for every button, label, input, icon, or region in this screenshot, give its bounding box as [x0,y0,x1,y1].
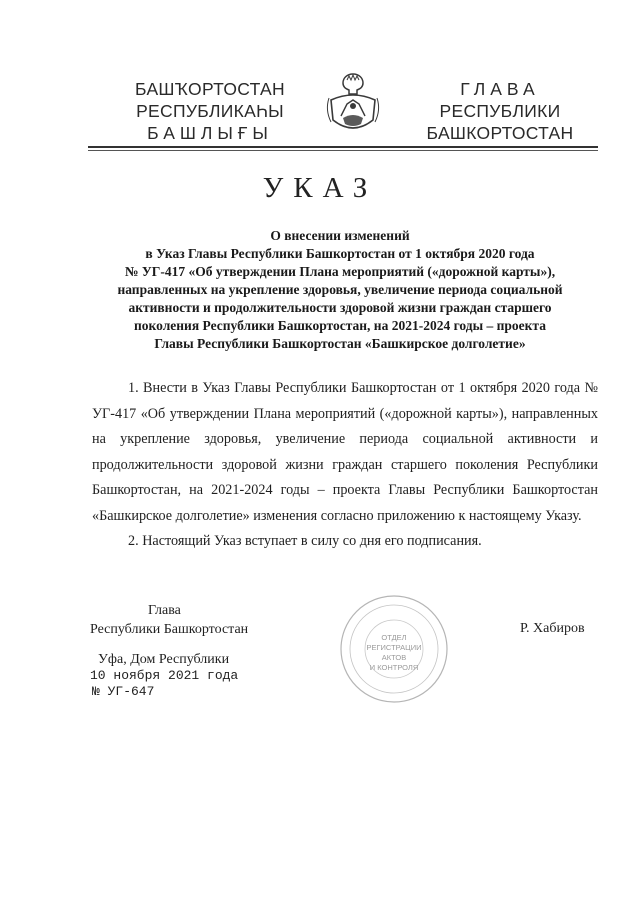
letterhead-bashkir-line: РЕСПУБЛИКАҺЫ [136,101,284,121]
signatory-name: Р. Хабиров [520,621,585,636]
title-line: активности и продолжительности здоровой жизни граждан старшего [128,300,552,315]
header-divider-thin [88,150,598,151]
letterhead-bashkir [120,78,300,144]
body-paragraph: 2. Настоящий Указ вступает в силу со дня его подписания. [128,533,482,549]
title-line: в Указ Главы Республики Башкортостан от 1 октября 2020 года [145,246,535,261]
document-title [100,227,580,353]
letterhead-russian-line: БАШКОРТОСТАН [426,123,574,143]
title-line: поколения Республики Башкортостан, на 2021-2024 годы – проекта [134,318,546,333]
signatory-title-line: Глава [148,603,181,618]
header-divider [88,146,598,148]
stamp-text [360,633,428,673]
document-type: УКАЗ [262,172,378,204]
issue-location: Уфа, Дом Республики [98,652,230,667]
title-line: О внесении изменений [270,228,410,243]
title-line: № УГ-417 «Об утверждении Плана мероприятий («дорожной карты»), [124,264,556,279]
decree-number: № УГ-647 [92,684,155,699]
coat-of-arms-icon [323,70,383,140]
stamp-line: РЕГИСТРАЦИИ АКТОВ [366,643,422,662]
letterhead-russian-line: ГЛАВА [460,79,540,99]
letterhead-russian [410,78,590,144]
signatory-title [90,601,260,639]
stamp-line: И КОНТРОЛЯ [369,663,419,672]
signatory-title-line: Республики Башкортостан [90,622,249,637]
letterhead-bashkir-line: БАШЛЫҒЫ [147,123,273,143]
letterhead [0,70,640,150]
letterhead-russian-line: РЕСПУБЛИКИ [439,101,561,121]
document-body [92,376,598,555]
stamp-line: ОТДЕЛ [381,633,407,642]
issue-date: 10 ноября 2021 года [90,668,239,683]
title-line: направленных на укрепление здоровья, увеличение периода социальной [117,282,563,297]
issue-details [90,652,238,700]
title-line: Главы Республики Башкортостан «Башкирское долголетие» [154,336,526,351]
letterhead-bashkir-line: БАШҠОРТОСТАН [135,79,285,99]
body-paragraph: 1. Внести в Указ Главы Республики Башкортостан от 1 октября 2020 года № УГ-417 «Об утверждении Плана мероприятий («дорожной карты»), направленных на укрепление здоровья, увеличение периода социальной активности и продолжительности здоровой жизни граждан старшего поколения Республики Башкортостан, на 2021-2024 годы – проекта Главы Республики Башкортостан «Башкирское долголетие» изменения согласно приложению к настоящему Указу. [92,380,598,524]
